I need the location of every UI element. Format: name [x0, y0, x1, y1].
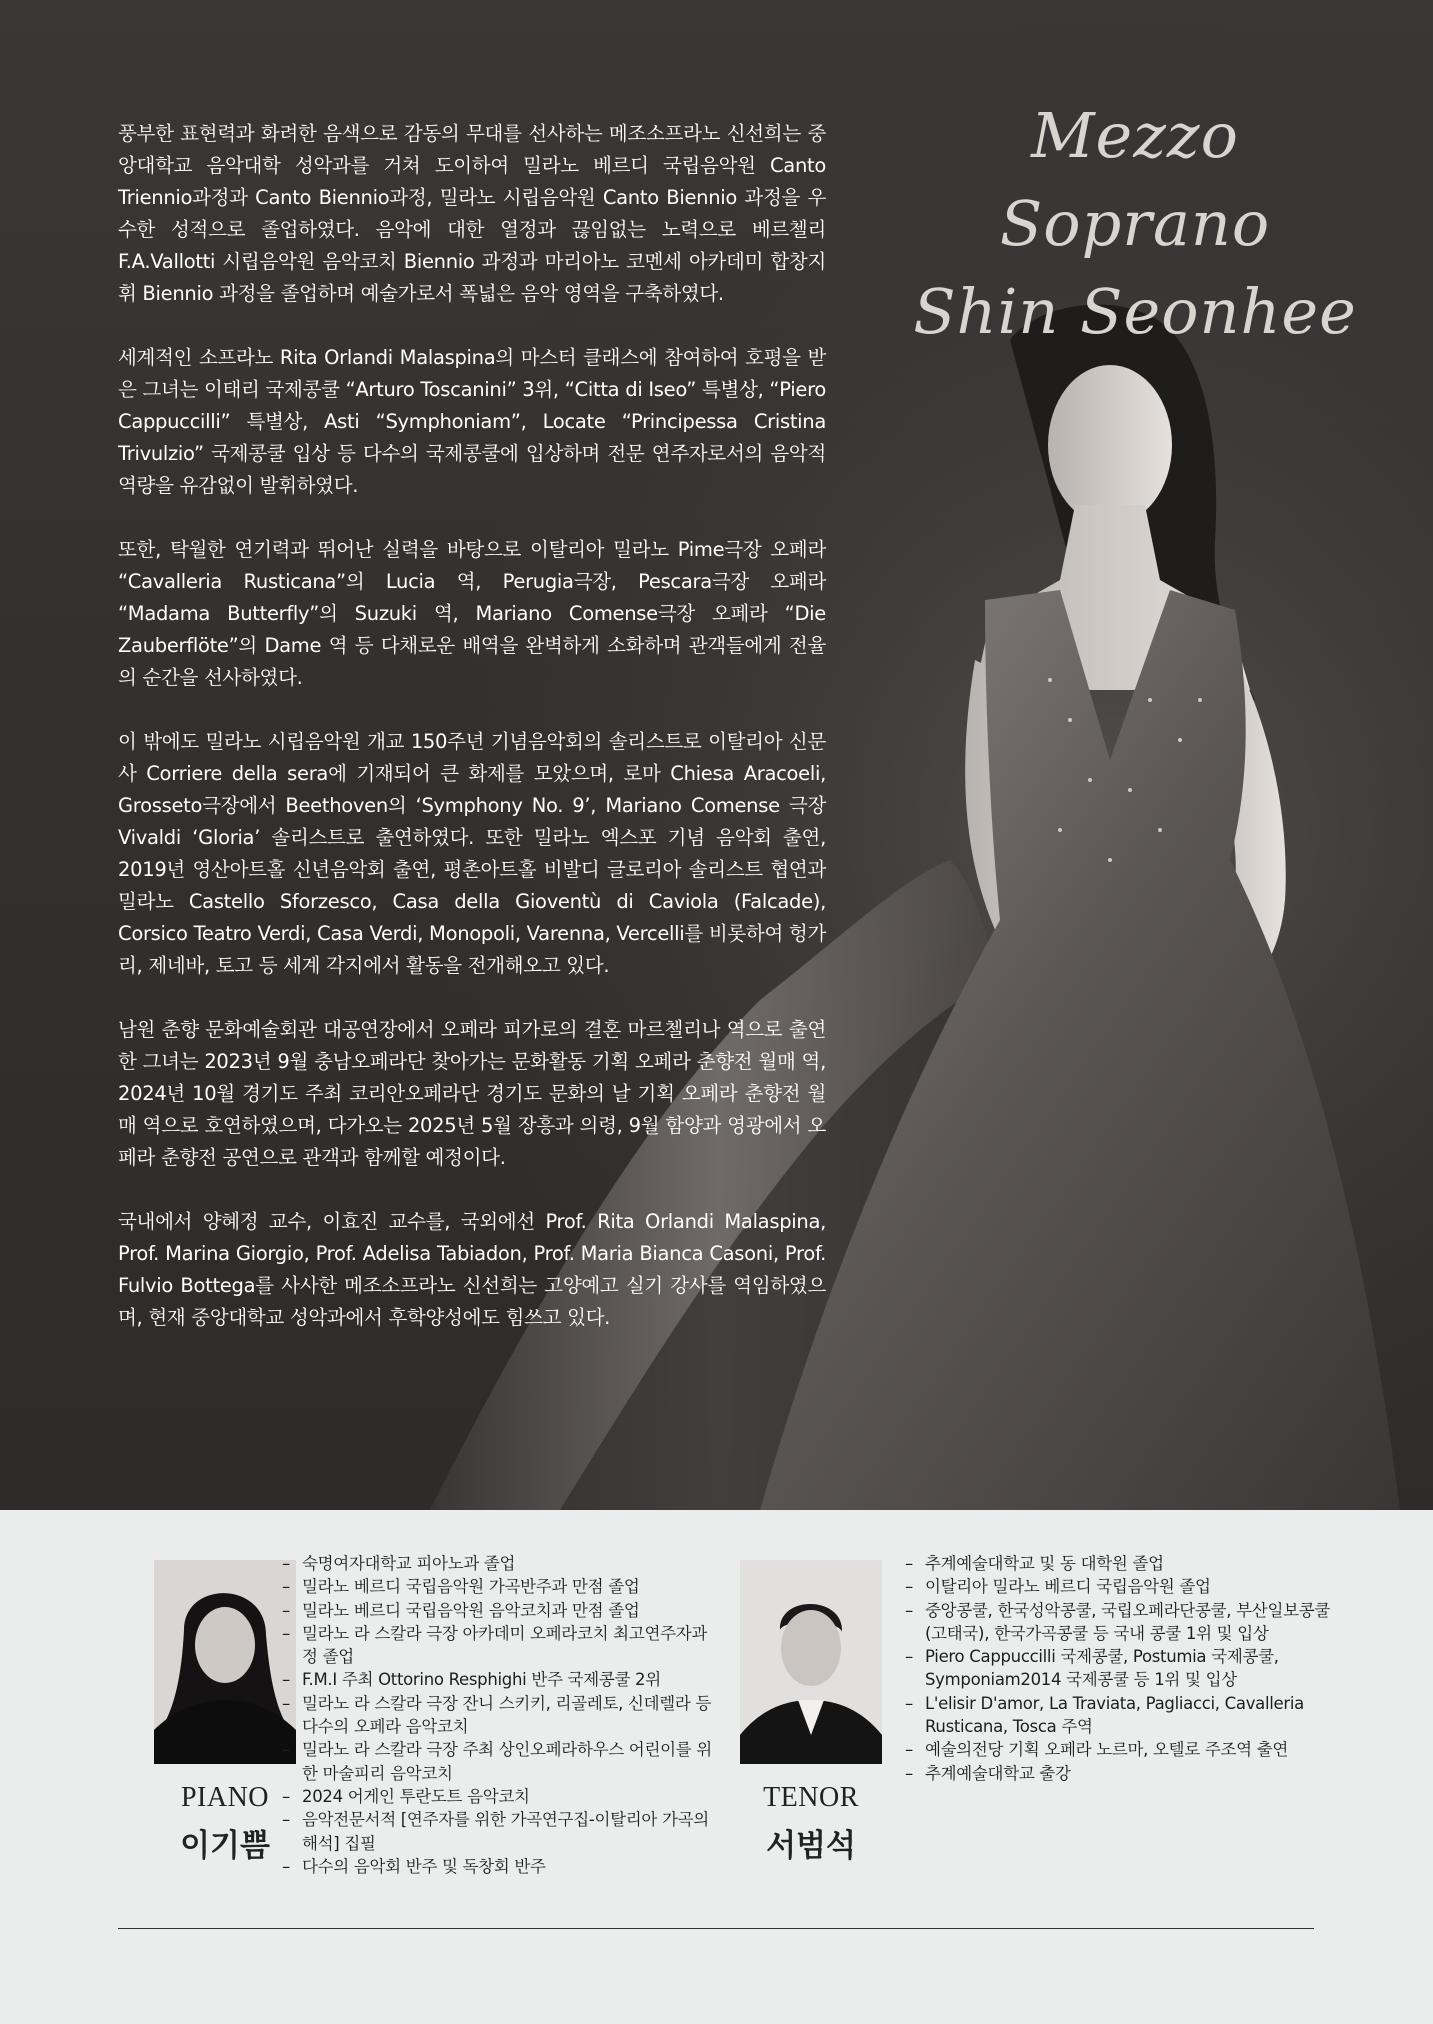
tenor-career-list — [905, 1552, 1335, 1785]
tenor-role-label: TENOR — [763, 1782, 859, 1813]
list-item: – 추계예술대학교 출강 — [905, 1763, 1071, 1783]
biography-text — [118, 118, 826, 1366]
list-item: – 밀라노 라 스칼라 극장 잔니 스키키, 리골레토, 신데렐라 등 다수의 오페라 음악코치 — [282, 1693, 712, 1737]
list-item: – 중앙콩쿨, 한국성악콩쿨, 국립오페라단콩쿨, 부산일보콩쿨(고태국), 한국가곡콩쿨 등 국내 콩쿨 1위 및 입상 — [905, 1600, 1331, 1643]
title-line-2: Shin Seonhee — [913, 275, 1357, 348]
list-item: – 숙명여자대학교 피아노과 졸업 — [282, 1554, 516, 1573]
list-item: – L'elisir D'amor, La Traviata, Pagliacci, Cavalleria Rusticana, Tosca 주역 — [905, 1693, 1304, 1737]
list-item: – 음악전문서적 [연주자를 위한 가곡연구집-이탈리아 가곡의 해석] 집필 — [282, 1810, 709, 1853]
list-item: – 밀라노 베르디 국립음악원 가곡반주과 만점 졸업 — [282, 1577, 640, 1597]
list-item: – 예술의전당 기획 오페라 노르마, 오텔로 주조역 출연 — [905, 1740, 1289, 1760]
list-item: – 2024 어게인 투란도트 음악코치 — [282, 1786, 530, 1806]
piano-role-label: PIANO — [180, 1782, 270, 1813]
bottom-divider — [118, 1928, 1314, 1929]
list-item: – 밀라노 라 스칼라 극장 주최 상인오페라하우스 어린이를 위한 마술피리 음악코치 — [282, 1740, 712, 1783]
list-item: – 추계예술대학교 및 동 대학원 졸업 — [905, 1554, 1164, 1573]
pianist-career-list — [282, 1552, 722, 1878]
list-item: – Piero Cappuccilli 국제콩쿨, Postumia 국제콩쿨, Symponiam2014 국제콩쿨 등 1위 및 입상 — [905, 1647, 1279, 1690]
tenor-name: 서범석 — [766, 1828, 856, 1864]
performer-script-title — [900, 92, 1370, 356]
pianist-photo — [154, 1560, 296, 1764]
list-item: – F.M.I 주최 Ottorino Resphighi 반주 국제콩쿨 2위 — [282, 1670, 661, 1690]
bio-paragraph: 풍부한 표현력과 화려한 음색으로 감동의 무대를 선사하는 메조소프라노 신선희는 중앙대학교 음악대학 성악과를 거쳐 도이하여 밀라노 베르디 국립음악원 Canto Triennio과정과 Canto Biennio과정, 밀라노 시립음악원 Canto Biennio 과정을 우수한 성적으로 졸업하였다. 음악에 대한 열정과 끊임없는 노력으로 베르첼리 F.A.Vallotti 시립음악원 음악코치 Biennio 과정과 마리아노 코멘세 아카데미 합창지휘 Biennio 과정을 졸업하며 예술가로서 폭넓은 음악 영역을 구축하였다. — [118, 122, 826, 305]
bio-paragraph: 국내에서 양혜정 교수, 이효진 교수를, 국외에선 Prof. Rita Orlandi Malaspina, Prof. Marina Giorgio, Prof. Adelisa Tabiadon, Prof. Maria Bianca Casoni, Prof. Fulvio Bottega를 사사한 메조소프라노 신선희는 고양예고 실기 강사를 역임하였으며, 현재 중앙대학교 성악과에서 후학양성에도 힘쓰고 있다. — [118, 1210, 826, 1329]
list-item: – 다수의 음악회 반주 및 독창회 반주 — [282, 1856, 546, 1876]
list-item: – 밀라노 베르디 국립음악원 음악코치과 만점 졸업 — [282, 1600, 640, 1620]
tenor-photo — [740, 1560, 882, 1764]
bio-paragraph: 또한, 탁월한 연기력과 뛰어난 실력을 바탕으로 이탈리아 밀라노 Pime극장 오페라 “Cavalleria Rusticana”의 Lucia 역, Perugia극장, Pescara극장 오페라 “Madama Butterfly”의 Suzuki 역, Mariano Comense극장 오페라 “Die Zauberflöte”의 Dame 역 등 다채로운 배역을 완벽하게 소화하며 관객들에게 전율의 순간을 선사하였다. — [118, 538, 826, 689]
bio-paragraph: 세계적인 소프라노 Rita Orlandi Malaspina의 마스터 클래스에 참여하여 호평을 받은 그녀는 이태리 국제콩쿨 “Arturo Toscanini” 3위, “Citta di Iseo” 특별상, “Piero Cappuccilli” 특별상, Asti “Symphoniam”, Locate “Principessa Cristina Trivulzio” 국제콩쿨 입상 등 다수의 국제콩쿨에 입상하며 전문 연주자로서의 음악적 역량을 유감없이 발휘하였다. — [118, 346, 826, 497]
bio-paragraph: 이 밖에도 밀라노 시립음악원 개교 150주년 기념음악회의 솔리스트로 이탈리아 신문사 Corriere della sera에 기재되어 큰 화제를 모았으며, 로마 Chiesa Aracoeli, Grosseto극장에서 Beethoven의 ‘Symphony No. 9’, Mariano Comense 극장 Vivaldi ‘Gloria’ 솔리스트로 출연하였다. 또한 밀라노 엑스포 기념 음악회 출연, 2019년 영산아트홀 신년음악회 출연, 평촌아트홀 비발디 글로리아 솔리스트 협연과 밀라노 Castello Sforzesco, Casa della Gioventù di Caviola (Falcade), Corsico Teatro Verdi, Casa Verdi, Monopoli, Varenna, Vercelli를 비롯하여 헝가리, 제네바, 토고 등 세계 각지에서 활동을 전개해오고 있다. — [118, 730, 826, 977]
list-item: – 이탈리아 밀라노 베르디 국립음악원 졸업 — [905, 1577, 1211, 1597]
list-item: – 밀라노 라 스칼라 극장 아카데미 오페라코치 최고연주자과정 졸업 — [282, 1623, 708, 1667]
title-line-1: Mezzo Soprano — [999, 99, 1271, 260]
pianist-name: 이기쁨 — [180, 1828, 270, 1864]
bio-paragraph: 남원 춘향 문화예술회관 대공연장에서 오페라 피가로의 결혼 마르첼리나 역으로 출연한 그녀는 2023년 9월 충남오페라단 찾아가는 문화활동 기획 오페라 춘향전 월매 역, 2024년 10월 경기도 주최 코리안오페라단 경기도 문화의 날 기획 오페라 춘향전 월매 역으로 호연하였으며, 다가오는 2025년 5월 장흥과 의령, 9월 함양과 영광에서 오페라 춘향전 공연으로 관객과 함께할 예정이다. — [118, 1018, 826, 1169]
